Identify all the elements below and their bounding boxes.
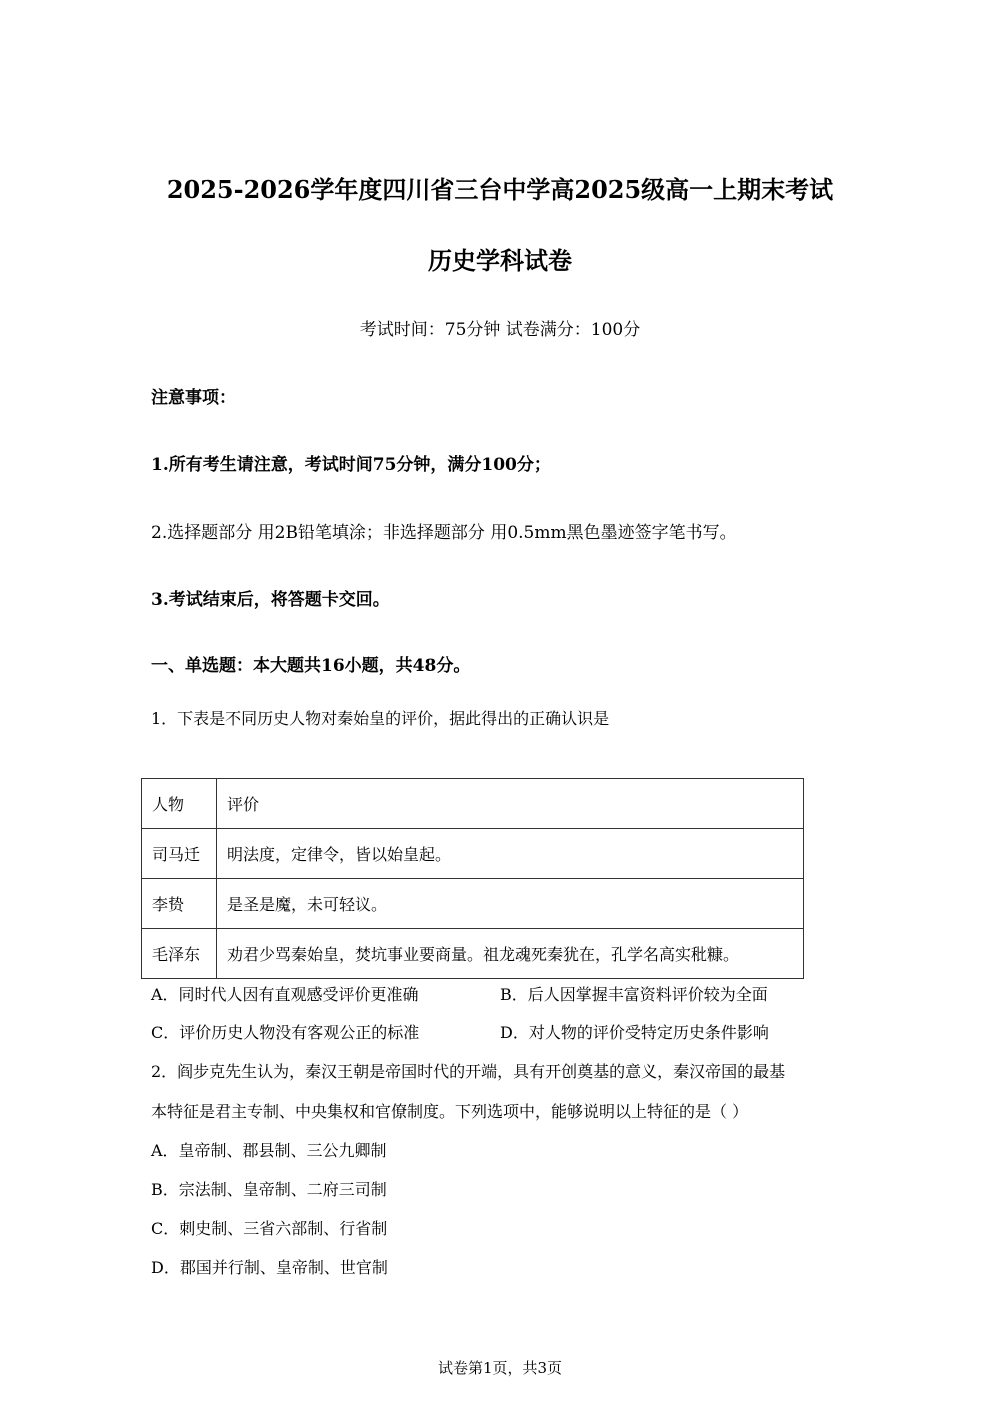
table-cell: 是圣是魔，未可轻议。: [217, 879, 804, 929]
exam-title-line1: 2025-2026学年度四川省三台中学高2025级高一上期末考试: [166, 175, 834, 204]
page-footer: 试卷第1页，共3页: [437, 1359, 563, 1377]
question-2-stem-line2: 本特征是君主专制、中央集权和官僚制度。下列选项中，能够说明以上特征的是（ ）: [151, 1102, 749, 1121]
table-cell: 劝君少骂秦始皇，焚坑事业要商量。祖龙魂死秦犹在，孔学名高实秕糠。: [217, 929, 804, 979]
table-cell: 毛泽东: [142, 929, 217, 979]
question-1-option-a: A．同时代人因有直观感受评价更准确: [151, 985, 419, 1004]
notice-heading: 注意事项：: [151, 388, 236, 408]
table-row: [142, 879, 804, 929]
question-2-stem-line1: 2．阎步克先生认为，秦汉王朝是帝国时代的开端，具有开创奠基的意义，秦汉帝国的最基: [151, 1062, 786, 1081]
table-row: [142, 929, 804, 979]
exam-info: 考试时间：75分钟 试卷满分：100分: [359, 320, 641, 340]
question-2-option-c: C．刺史制、三省六部制、行省制: [151, 1219, 388, 1238]
exam-title-line2: 历史学科试卷: [428, 246, 572, 275]
question-2-option-b: B．宗法制、皇帝制、二府三司制: [151, 1180, 387, 1199]
table-row: [142, 779, 804, 829]
question-1-option-b: B．后人因掌握丰富资料评价较为全面: [500, 985, 768, 1004]
evaluation-table: [141, 778, 804, 979]
table-header-cell: 人物: [142, 779, 217, 829]
question-2-option-d: D．郡国并行制、皇帝制、世官制: [151, 1258, 388, 1277]
question-1-option-c: C．评价历史人物没有客观公正的标准: [151, 1023, 420, 1042]
table-cell: 司马迁: [142, 829, 217, 879]
notice-item-3: 3.考试结束后，将答题卡交回。: [151, 590, 390, 610]
table-row: [142, 829, 804, 879]
notice-item-1: 1.所有考生请注意，考试时间75分钟，满分100分；: [151, 455, 551, 475]
table-cell: 明法度，定律令，皆以始皇起。: [217, 829, 804, 879]
question-2-option-a: A．皇帝制、郡县制、三公九卿制: [151, 1141, 387, 1160]
table-header-cell: 评价: [217, 779, 804, 829]
section-heading: 一、单选题：本大题共16小题，共48分。: [151, 656, 471, 676]
question-1-stem: 1．下表是不同历史人物对秦始皇的评价，据此得出的正确认识是: [151, 709, 610, 728]
notice-item-2: 2.选择题部分 用2B铅笔填涂；非选择题部分 用0.5mm黑色墨迹签字笔书写。: [151, 523, 737, 543]
question-1-option-d: D．对人物的评价受特定历史条件影响: [500, 1023, 769, 1042]
table-cell: 李贽: [142, 879, 217, 929]
